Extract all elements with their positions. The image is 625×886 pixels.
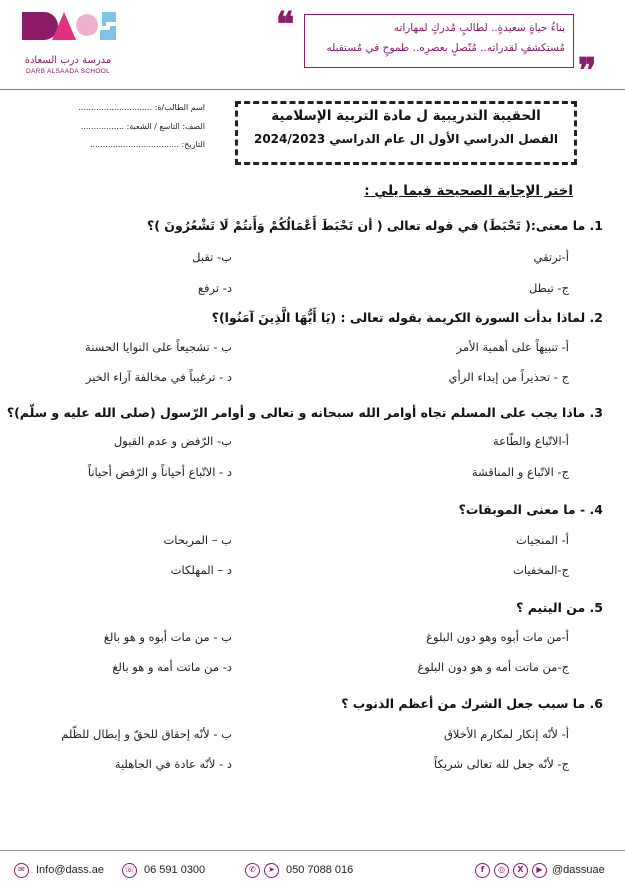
q1-option-c: ج- تبطل [528,281,569,295]
q6-option-b: ب - لأنّه إحقاق للحقّ و إبطال للظّلم [61,727,232,741]
q4-option-a: أ- المنجيات [515,533,569,547]
q3-option-a: أ-الاتّباع والطّاعة [492,434,569,448]
telegram-icon: ➤ [264,863,279,878]
student-name-field: اسم الطالب/ة: ............................. [78,103,205,112]
footer-email[interactable]: Info@dass.ae [36,864,105,876]
q4-option-d: د – المهلكات [170,563,232,577]
motto-line-1: بناءُ حياةٍ سعيدةٍ.. لطالبٍ مُدركٍ لمهاراته [393,22,565,34]
q5-option-c: ج-من ماتت أمه و هو دون البلوغ [417,660,569,674]
q2-option-a: أ- تنبيهاً على أهمية الأمر [456,340,569,354]
facebook-icon[interactable]: f [475,863,490,878]
q3-option-d: د - الاتّباع أحياناً و الرّفض أحياناً [87,465,232,479]
q1-option-a: أ-ترتقي [533,250,569,264]
footer-divider [0,850,625,851]
footer-phone[interactable]: 06 591 0300 [144,864,206,876]
school-name-en: DARB ALSAADA SCHOOL [25,68,111,75]
q3-option-b: ب- الرّفض و عدم القبول [113,434,232,448]
question-3: 3. ماذا يجب على المسلم تجاه أوامر الله سبحانه و تعالى و أوامر الرّسول (صلى الله عليه و سلّم)؟ [6,405,603,420]
motto-box [304,14,574,68]
question-6: 6. ما سبب جعل الشرك من أعظم الذنوب ؟ [341,696,603,711]
title-box [235,101,577,165]
q5-option-d: د- من ماتت أمه و هو بالغ [112,660,232,674]
school-name-ar: مدرسة درب السعادة [24,55,112,66]
q6-option-d: د - لأنّه عادة في الجاهلية [114,757,232,771]
quote-close-icon: ❞ [578,51,597,91]
quote-open-icon: ❝ [276,5,295,45]
instagram-icon[interactable]: ◎ [494,863,509,878]
question-1: 1. ما معنى:( تَحْبَطَ) في قوله تعالى ( أن تَحْبَطَ أَعْمَالُكُمْ وَأَنتُمْ لَا تَشْعُرُونَ )؟ [146,218,603,233]
x-icon[interactable]: X [513,863,528,878]
q1-option-d: د- ترفع [197,281,232,295]
worksheet-subtitle: الفصل الدراسي الأول ال عام الدراسي 2024/2023 [253,132,558,146]
email-icon: ✉ [14,863,29,878]
motto-line-2: مُستكشفٍ لقدراته.. مُتّصلٍ بعصرِه.. طموحٍ في مُستقبله [326,41,565,54]
footer-social-handle[interactable]: @dassuae [552,864,605,876]
header-divider [0,89,625,90]
youtube-icon[interactable]: ▶ [532,863,547,878]
q5-option-a: أ-من مات أبوه وهو دون البلوغ [426,630,569,644]
q6-option-a: أ- لأنّه إنكار لمكارم الأخلاق [443,727,569,741]
instruction-heading: اختر الإجابة الصحيحة فيما يلي : [364,183,573,199]
whatsapp-icon: ✆ [245,863,260,878]
q4-option-b: ب – المربحات [163,533,232,547]
question-5: 5. من اليتيم ؟ [516,600,603,615]
question-2: 2. لماذا بدأت السورة الكريمة بقوله تعالى : (يَا أَيُّهَا الَّذِينَ آمَنُوا)؟ [211,310,603,325]
footer-mobile[interactable]: 050 7088 016 [286,864,354,876]
q3-option-c: ج- الاتّباع و المناقشة [471,465,569,479]
q1-option-b: ب- تقبل [192,250,232,264]
student-grade-field: الصف: التاسع / الشعبة: ................. [80,122,205,131]
phone-icon: ☏ [122,863,137,878]
q6-option-c: ج- لأنّه جعل لله تعالى شريكاً [434,757,569,771]
question-4: 4. - ما معنى الموبقات؟ [458,502,603,517]
q2-option-b: ب - تشجيعاً على النوايا الحسنة [85,340,232,354]
worksheet-title: الحقيبة التدريبية ل مادة التربية الإسلامية [271,108,541,124]
q2-option-c: ج - تحذيراً من إبداء الرأي [448,370,569,384]
q4-option-c: ج-المخفيات [513,563,569,577]
date-field: التاريخ: ................................... [89,140,205,149]
q5-option-b: ب - من مات أبوه و هو بالغ [103,630,232,644]
q2-option-d: د - ترغيباً في مخالفة آراء الخير [85,370,232,384]
